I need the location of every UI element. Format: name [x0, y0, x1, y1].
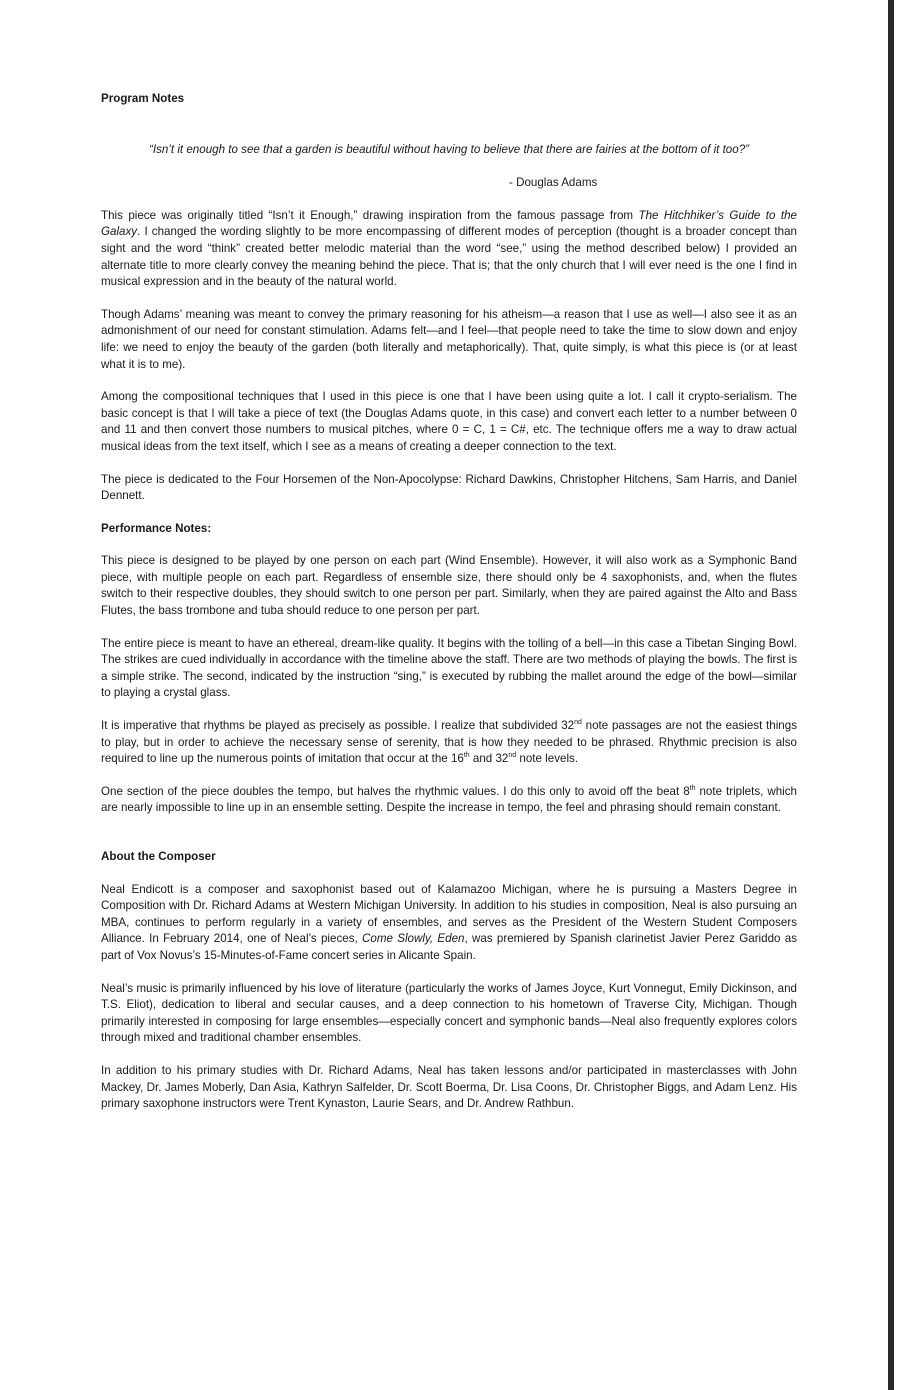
performance-notes-paragraph-1: This piece is designed to be played by one person on each part (Wind Ensemble). However, it will also work as a Symphonic Band piece, with multiple people on each part. Regardless of ensemble size, there should only be 4 saxophonists, and, when the flutes switch to their respective doubles, they should switch to one person per part. Similarly, when they are paired against the Alto and Bass Flutes, the bass trombone and tuba should reduce to one person per part. [101, 554, 797, 618]
book-title: The Hitchhiker’s Guide to the Galaxy [101, 208, 797, 239]
page-edge-border [888, 0, 894, 1390]
performance-notes-heading: Performance Notes: [101, 521, 212, 535]
epigraph-attribution: - Douglas Adams [509, 176, 598, 190]
about-composer-paragraph-2: Neal’s music is primarily influenced by his love of literature (particularly the works of James Joyce, Kurt Vonnegut, Emily Dickinson, and T.S. Eliot), dedication to liberal and secular causes, and a deep connection to his hometown of Traverse City, Michigan. Though primarily interested in composing for large ensembles—especially concert and symphonic bands—Neal also frequently explores colors through mixed and traditional chamber ensembles. [101, 981, 797, 1045]
about-composer-heading: About the Composer [101, 850, 216, 863]
about-composer-paragraph-1: Neal Endicott is a composer and saxophonist based out of Kalamazoo Michigan, where he is pursuing a Masters Degree in Composition with Dr. Richard Adams at Western Michigan University. In addition to his studies in composition, Neal is also pursuing an MBA, continues to perform regularly in a variety of ensembles, and serves as the President of the Western Student Composers Alliance. In February 2014, one of Neal’s pieces, Come Slowly, Eden, was premiered by Spanish clarinetist Javier Perez Gariddo as part of Vox Novus’s 15-Minutes-of-Fame concert series in Alicante Spain. [101, 882, 798, 962]
program-notes-paragraph-1: This piece was originally titled “Isn’t it Enough,” drawing inspiration from the famous passage from The Hitchhiker’s Guide to the Galaxy. I changed the wording slightly to be more encompassing of different modes of perception (thought is a broader concept than sight and the word “think” created better melodic material than the word “see,” using the method described below) I provided an alternate title to more clearly convey the meaning behind the piece. That is; that the only church that I will ever need is the one I find in musical expression and in the beauty of the natural world. [101, 208, 797, 289]
program-notes-heading: Program Notes [101, 92, 185, 105]
epigraph-quote: “Isn’t it enough to see that a garden is beautiful without having to believe that there are fairies at the bottom of it too?” [148, 142, 750, 156]
program-notes-paragraph-2: Though Adams’ meaning was meant to convey the primary reasoning for his atheism—a reason that I use as well—I also see it as an admonishment of our need for constant stimulation. Adams felt—and I feel—that people need to take the time to slow down and enjoy life: we need to enjoy the beauty of the garden (both literally and metaphorically). That, quite simply, is what this piece is (or at least what it is to me). [101, 307, 797, 371]
document-body [101, 91, 797, 1113]
performance-notes-paragraph-4: One section of the piece doubles the tempo, but halves the rhythmic values. I do this only to avoid off the beat 8th note triplets, which are nearly impossible to line up in an ensemble setting. Despite the increase in tempo, the feel and phrasing should remain constant. [101, 784, 797, 815]
program-notes-paragraph-3: Among the compositional techniques that I used in this piece is one that I have been using quite a lot. I call it crypto-serialism. The basic concept is that I will take a piece of text (the Douglas Adams quote, in this case) and convert each letter to a number between 0 and 11 and then convert those numbers to musical pitches, where 0 = C, 1 = C#, etc. The technique offers me a way to draw actual musical ideas from the text itself, which I see as a means of creating a deeper connection to the text. [101, 390, 797, 453]
performance-notes-paragraph-3: It is imperative that rhythms be played as precisely as possible. I realize that subdivided 32nd note passages are not the easiest things to play, but in order to achieve the necessary sense of serenity, that is how they needed to be phrased. Rhythmic precision is also required to line up the numerous points of imitation that occur at the 16th and 32nd note levels. [101, 719, 797, 766]
piece-title: Come Slowly, Eden [362, 932, 465, 946]
about-composer-paragraph-3: In addition to his primary studies with Dr. Richard Adams, Neal has taken lessons and/or participated in masterclasses with John Mackey, Dr. James Moberly, Dan Asia, Kathryn Salfelder, Dr. Scott Boerma, Dr. Lisa Coons, Dr. Christopher Biggs, and Adam Lenz. His primary saxophone instructors were Trent Kynaston, Laurie Sears, and Dr. Andrew Rathbun. [101, 1063, 797, 1111]
performance-notes-paragraph-2: The entire piece is meant to have an ethereal, dream-like quality. It begins with the tolling of a bell—in this case a Tibetan Singing Bowl. The strikes are cued individually in accordance with the timeline above the staff. There are two methods of playing the bowls. The first is a simple strike. The second, indicated by the instruction “sing,” is executed by rubbing the mallet around the edge of the bowl—similar to playing a crystal glass. [101, 636, 797, 700]
program-notes-paragraph-4: The piece is dedicated to the Four Horsemen of the Non-Apocolypse: Richard Dawkins, Christopher Hitchens, Sam Harris, and Daniel Dennett. [101, 472, 797, 503]
